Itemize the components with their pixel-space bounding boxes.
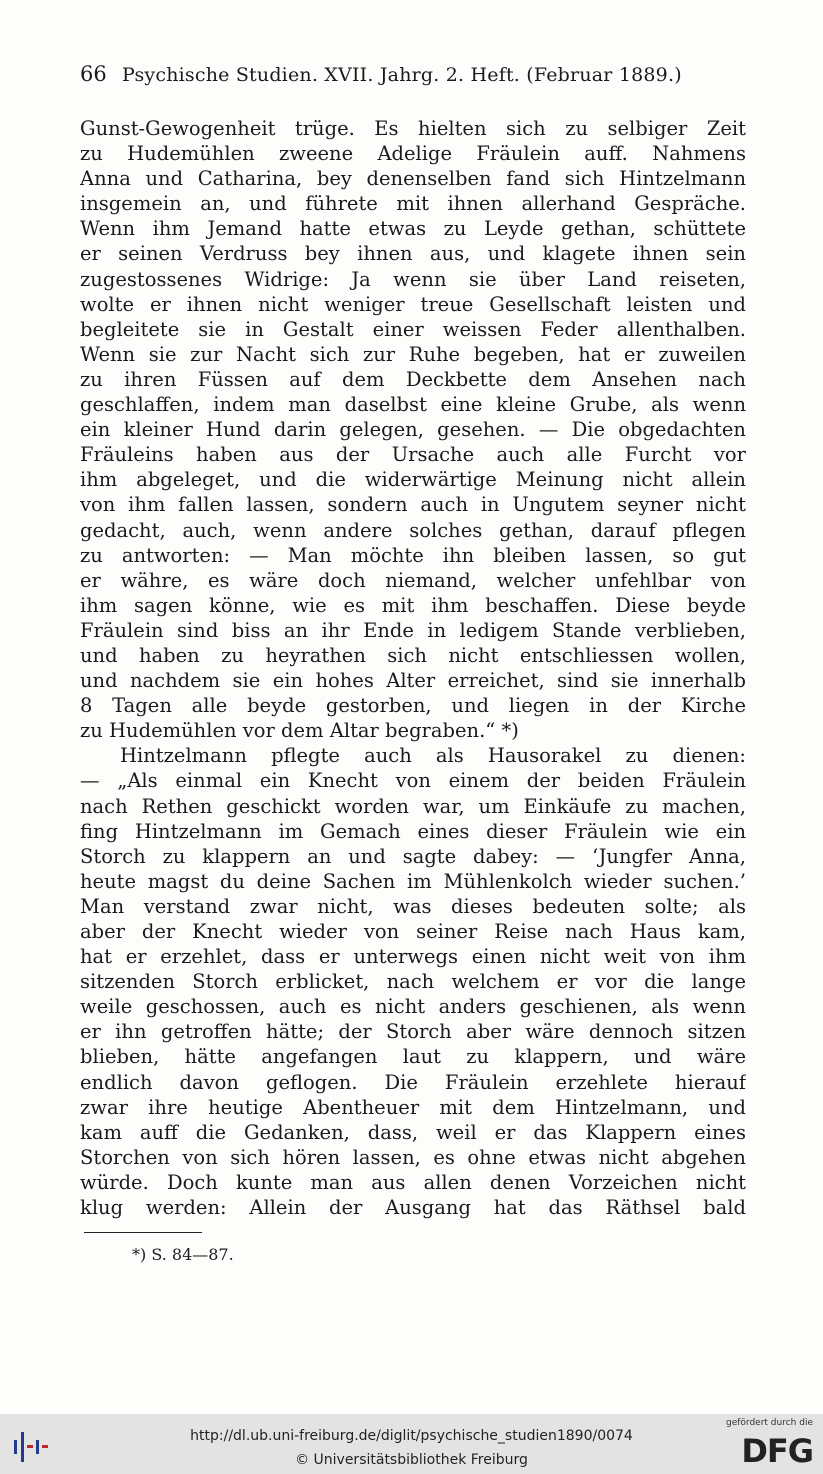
text-line: nach Rethen geschickt worden war, um Einkäufe zu machen, xyxy=(80,794,746,818)
text-line: ihm sagen könne, wie es mit ihm beschaffen. Diese beyde xyxy=(80,593,746,617)
text-line: Gunst-Gewogenheit trüge. Es hielten sich zu selbiger Zeit xyxy=(80,117,746,140)
text-line: hat er erzehlet, dass er unterwegs einen nicht weit von ihm xyxy=(80,945,746,969)
body-text xyxy=(80,116,746,1220)
sponsor-tag: gefördert durch die xyxy=(726,1418,813,1428)
text-line: Storchen von sich hören lassen, es ohne etwas nicht abgehen xyxy=(80,1145,746,1169)
text-line: weile geschossen, auch es nicht anders geschienen, als wenn xyxy=(80,995,746,1019)
copyright-notice: © Universitätsbibliothek Freiburg xyxy=(295,1452,528,1468)
text-line: heute magst du deine Sachen im Mühlenkolch wieder suchen.’ xyxy=(80,869,746,893)
text-line: Fräuleins haben aus der Ursache auch alle Furcht vor xyxy=(80,443,746,467)
text-line: sitzenden Storch erblicket, nach welchem er vor die lange xyxy=(80,970,746,994)
text-line: begleitete sie in Gestalt einer weissen Feder allenthalben. xyxy=(80,317,746,341)
text-line: zu Hudemühlen vor dem Altar begraben.“ *) xyxy=(80,719,519,743)
text-line: er währe, es wäre doch niemand, welcher unfehlbar von xyxy=(80,568,746,592)
text-line: ihm abgeleget, und die widerwärtige Meinung nicht allein xyxy=(80,468,746,492)
text-line: — „Als einmal ein Knecht von einem der beiden Fräulein xyxy=(80,769,746,793)
text-line: fing Hintzelmann im Gemach eines dieser Fräulein wie ein xyxy=(80,819,746,843)
text-line: Wenn sie zur Nacht sich zur Ruhe begeben, hat er zuweilen xyxy=(80,342,746,366)
text-line: endlich davon geflogen. Die Fräulein erzehlete hierauf xyxy=(80,1070,746,1094)
permalink-url[interactable]: http://dl.ub.uni-freiburg.de/diglit/psychische_studien1890/0074 xyxy=(190,1428,633,1444)
page-header xyxy=(80,62,750,92)
text-line: er seinen Verdruss bey ihnen aus, und klagete ihnen sein xyxy=(80,242,746,266)
text-line: er ihn getroffen hätte; der Storch aber wäre dennoch sitzen xyxy=(80,1020,746,1044)
running-head: Psychische Studien. XVII. Jahrg. 2. Heft. (Februar 1889.) xyxy=(122,64,682,86)
footnote-rule xyxy=(84,1232,202,1233)
text-line: blieben, hätte angefangen laut zu klappern, und wäre xyxy=(80,1045,746,1069)
text-line: geschlaffen, indem man daselbst eine kleine Grube, als wenn xyxy=(80,393,746,417)
text-line: von ihm fallen lassen, sondern auch in Ungutem seyner nicht xyxy=(80,493,746,517)
text-line: aber der Knecht wieder von seiner Reise nach Haus kam, xyxy=(80,920,746,943)
text-line: zugestossenes Widrige: Ja wenn sie über Land reiseten, xyxy=(80,267,746,291)
dfg-logo[interactable] xyxy=(725,1418,815,1470)
text-line: zu ihren Füssen auf dem Deckbette dem Ansehen nach xyxy=(80,367,746,391)
text-line: zu Hudemühlen zweene Adelige Fräulein auff. Nahmens xyxy=(80,142,746,166)
text-line: kam auff die Gedanken, dass, weil er das Klappern eines xyxy=(80,1120,746,1144)
text-line: Man verstand zwar nicht, was dieses bedeuten solte; als xyxy=(80,894,746,918)
text-line: gedacht, auch, wenn andere solches gethan, darauf pflegen xyxy=(80,518,746,542)
text-line: wolte er ihnen nicht weniger treue Gesellschaft leisten und xyxy=(80,292,746,316)
text-line: und haben zu heyrathen sich nicht entschliessen wollen, xyxy=(80,643,746,667)
text-line: würde. Doch kunte man aus allen denen Vorzeichen nicht xyxy=(80,1170,746,1194)
text-line: Hintzelmann pflegte auch als Hausorakel zu dienen: xyxy=(120,744,746,768)
page-number: 66 xyxy=(80,62,107,86)
dfg-logo-text: DFG xyxy=(741,1432,813,1470)
text-line: 8 Tagen alle beyde gestorben, und liegen in der Kirche xyxy=(80,694,746,718)
text-line: insgemein an, und führete mit ihnen allerhand Gespräche. xyxy=(80,192,746,216)
text-line: Anna und Catharina, bey denenselben fand sich Hintzelmann xyxy=(80,167,746,191)
text-line: Fräulein sind biss an ihr Ende in ledigem Stande verblieben, xyxy=(80,618,746,642)
viewer-footer xyxy=(0,1414,823,1474)
text-line: Wenn ihm Jemand hatte etwas zu Leyde gethan, schüttete xyxy=(80,217,746,241)
text-line: und nachdem sie ein hohes Alter erreichet, sind sie innerhalb xyxy=(80,669,746,693)
footnote: *) S. 84—87. xyxy=(132,1245,234,1264)
text-line: klug werden: Allein der Ausgang hat das Räthsel bald xyxy=(80,1196,746,1220)
text-line: ein kleiner Hund darin gelegen, gesehen. — Die obgedachten xyxy=(80,418,746,442)
text-line: zwar ihre heutige Abentheuer mit dem Hintzelmann, und xyxy=(80,1095,746,1119)
text-line: Storch zu klappern an und sagte dabey: — ‘Jungfer Anna, xyxy=(80,844,746,868)
text-line: zu antworten: — Man möchte ihn bleiben lassen, so gut xyxy=(80,543,746,567)
